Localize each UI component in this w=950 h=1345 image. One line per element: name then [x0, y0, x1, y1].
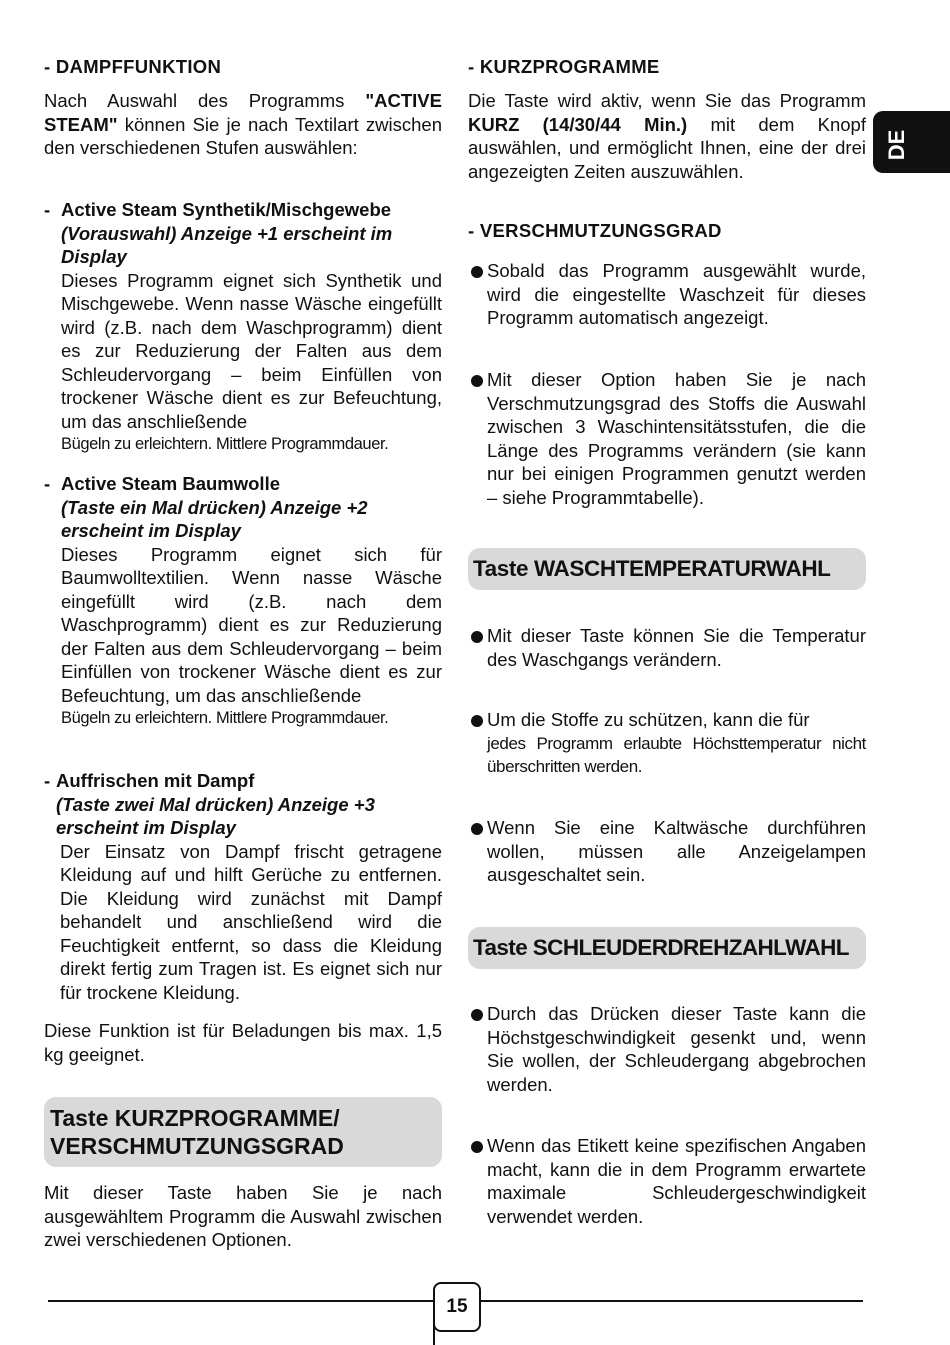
section-title-line2: VERSCHMUTZUNGSGRAD	[50, 1133, 344, 1159]
bullet-text: Wenn das Etikett keine spezifischen Angaben macht, kann die in dem Programm erwartete maximale Schleudergeschwindigkeit verwendet werden.	[487, 1135, 866, 1227]
bullet-icon	[471, 375, 483, 387]
option-subtitle: (Vorauswahl) Anzeige +1 erscheint im Display	[61, 222, 393, 267]
footer-rule-stem	[433, 1325, 435, 1345]
option-subtitle: (Taste zwei Mal drücken) Anzeige +3 erscheint im Display	[56, 793, 375, 838]
option-description-end: Bügeln zu erleichtern. Mittlere Programmdauer.	[61, 435, 389, 453]
kurz-text-part2: mit dem Knopf auswählen, und ermöglicht Ihnen, eine der drei angezeigten Zeiten auszuwählen.	[468, 113, 866, 182]
option-description: Dieses Programm eignet sich Synthetik und Mischgewebe. Wenn nasse Wäsche eingefüllt wird (z.B. nach dem Waschprogramm) dient es zur Reduzierung der Falten aus dem Schleudervorgang – beim Einfüllen von trockener Wäsche dient es zur Befeuchtung, um das anschließende	[61, 269, 442, 432]
bullet-text	[487, 708, 866, 779]
option-subtitle: (Taste ein Mal drücken) Anzeige +2 erscheint im Display	[61, 496, 368, 541]
list-dash: -	[44, 199, 51, 220]
steam-option-body	[61, 472, 442, 731]
schleuderdrehzahl-section-title	[468, 927, 866, 969]
section-title: Taste SCHLEUDERDREHZAHLWAHL	[473, 935, 849, 960]
kurzprogramme-heading: - KURZPROGRAMME	[468, 56, 660, 77]
bullet-text: Sobald das Programm ausgewählt wurde, wird die eingestellte Waschzeit für dieses Programm automatisch angezeigt.	[487, 260, 866, 328]
kurzprogramme-text	[468, 89, 866, 183]
bullet-text-line1: Um die Stoffe zu schützen, kann die für	[487, 709, 810, 730]
bullet-icon	[471, 715, 483, 727]
bullet-icon	[471, 631, 483, 643]
option-title: Active Steam Baumwolle	[61, 473, 280, 494]
option-description: Der Einsatz von Dampf frischt getragene Kleidung auf und hilft Gerüche zu entfernen. Die Kleidung wird zunächst mit Dampf behandelt und anschließend wird die Feuchtigkeit entfernt, so dass die Kleidung direkt fertig zum Tragen ist. Es eignet sich nur für trockene Kleidung.	[60, 840, 442, 1003]
option-description: Dieses Programm eignet sich für Baumwolltextilien. Wenn nasse Wäsche eingefüllt wird (z.B. nach dem Waschprogramm) dient es zur Reduzierung der Falten aus dem Schleudervorgang – beim Einfüllen von trockener Wäsche dient es zur Befeuchtung, um das anschließende	[61, 543, 442, 706]
bullet-icon	[471, 1009, 483, 1021]
waschtemperatur-section-title	[468, 548, 866, 590]
kurz-program-label: KURZ (14/30/44 Min.)	[468, 113, 688, 135]
bullet-text: Mit dieser Option haben Sie je nach Verschmutzungsgrad des Stoffs die Auswahl zwischen 3 Waschintensitätsstufen, die die Länge des Programms verändern (sie kann nur bei einigen Programmen genutzt werden – siehe Programmtabelle).	[487, 369, 866, 508]
section-title-line1: Taste KURZPROGRAMME/	[50, 1105, 340, 1131]
dampf-intro-part2: können Sie je nach Textilart zwischen den verschiedenen Stufen auswählen:	[44, 113, 442, 158]
page-number: 15	[433, 1282, 481, 1332]
bullet-text: Durch das Drücken dieser Taste kann die Höchstgeschwindigkeit gesenkt und, wenn Sie wollen, der Schleudergang abgebrochen werden.	[487, 1003, 866, 1095]
option-title: Active Steam Synthetik/Mischgewebe	[61, 199, 392, 220]
bullet-icon	[471, 1141, 483, 1153]
steam-option-body	[56, 769, 442, 1004]
bullet-text: Mit dieser Taste können Sie die Temperatur des Waschgangs verändern.	[487, 625, 866, 670]
option-title: Auffrischen mit Dampf	[56, 770, 255, 791]
footer-rule-left	[48, 1300, 433, 1302]
kurz-text-part1: Die Taste wird aktiv, wenn Sie das Programm	[468, 90, 866, 111]
dampffunktion-heading: - DAMPFFUNKTION	[44, 56, 222, 77]
dampf-intro-part1: Nach Auswahl des Programms	[44, 90, 366, 111]
list-dash: -	[44, 770, 51, 791]
option-description-end: Bügeln zu erleichtern. Mittlere Programmdauer.	[61, 709, 389, 727]
section-title: Taste WASCHTEMPERATURWAHL	[473, 556, 831, 581]
bullet-text: Wenn Sie eine Kaltwäsche durchführen wollen, müssen alle Anzeigelampen ausgeschaltet sein.	[487, 817, 866, 885]
dampf-intro	[44, 89, 442, 160]
footer-rule-right	[477, 1300, 863, 1302]
load-note: Diese Funktion ist für Beladungen bis max. 1,5 kg geeignet.	[44, 1020, 442, 1065]
bullet-icon	[471, 823, 483, 835]
language-code: DE	[884, 129, 909, 161]
kurzprogramme-section-title	[44, 1097, 442, 1167]
list-dash: -	[44, 473, 51, 494]
active-steam-label: "ACTIVE STEAM"	[44, 90, 442, 135]
bullet-text-rest: jedes Programm erlaubte Höchsttemperatur nicht überschritten werden.	[487, 733, 866, 776]
steam-option-body	[61, 198, 442, 457]
kurzprogramme-description: Mit dieser Taste haben Sie je nach ausgewähltem Programm die Auswahl zwischen zwei verschiedenen Optionen.	[44, 1182, 442, 1250]
bullet-icon	[471, 266, 483, 278]
language-tab	[873, 111, 950, 173]
verschmutzungsgrad-heading: - VERSCHMUTZUNGSGRAD	[468, 220, 722, 241]
